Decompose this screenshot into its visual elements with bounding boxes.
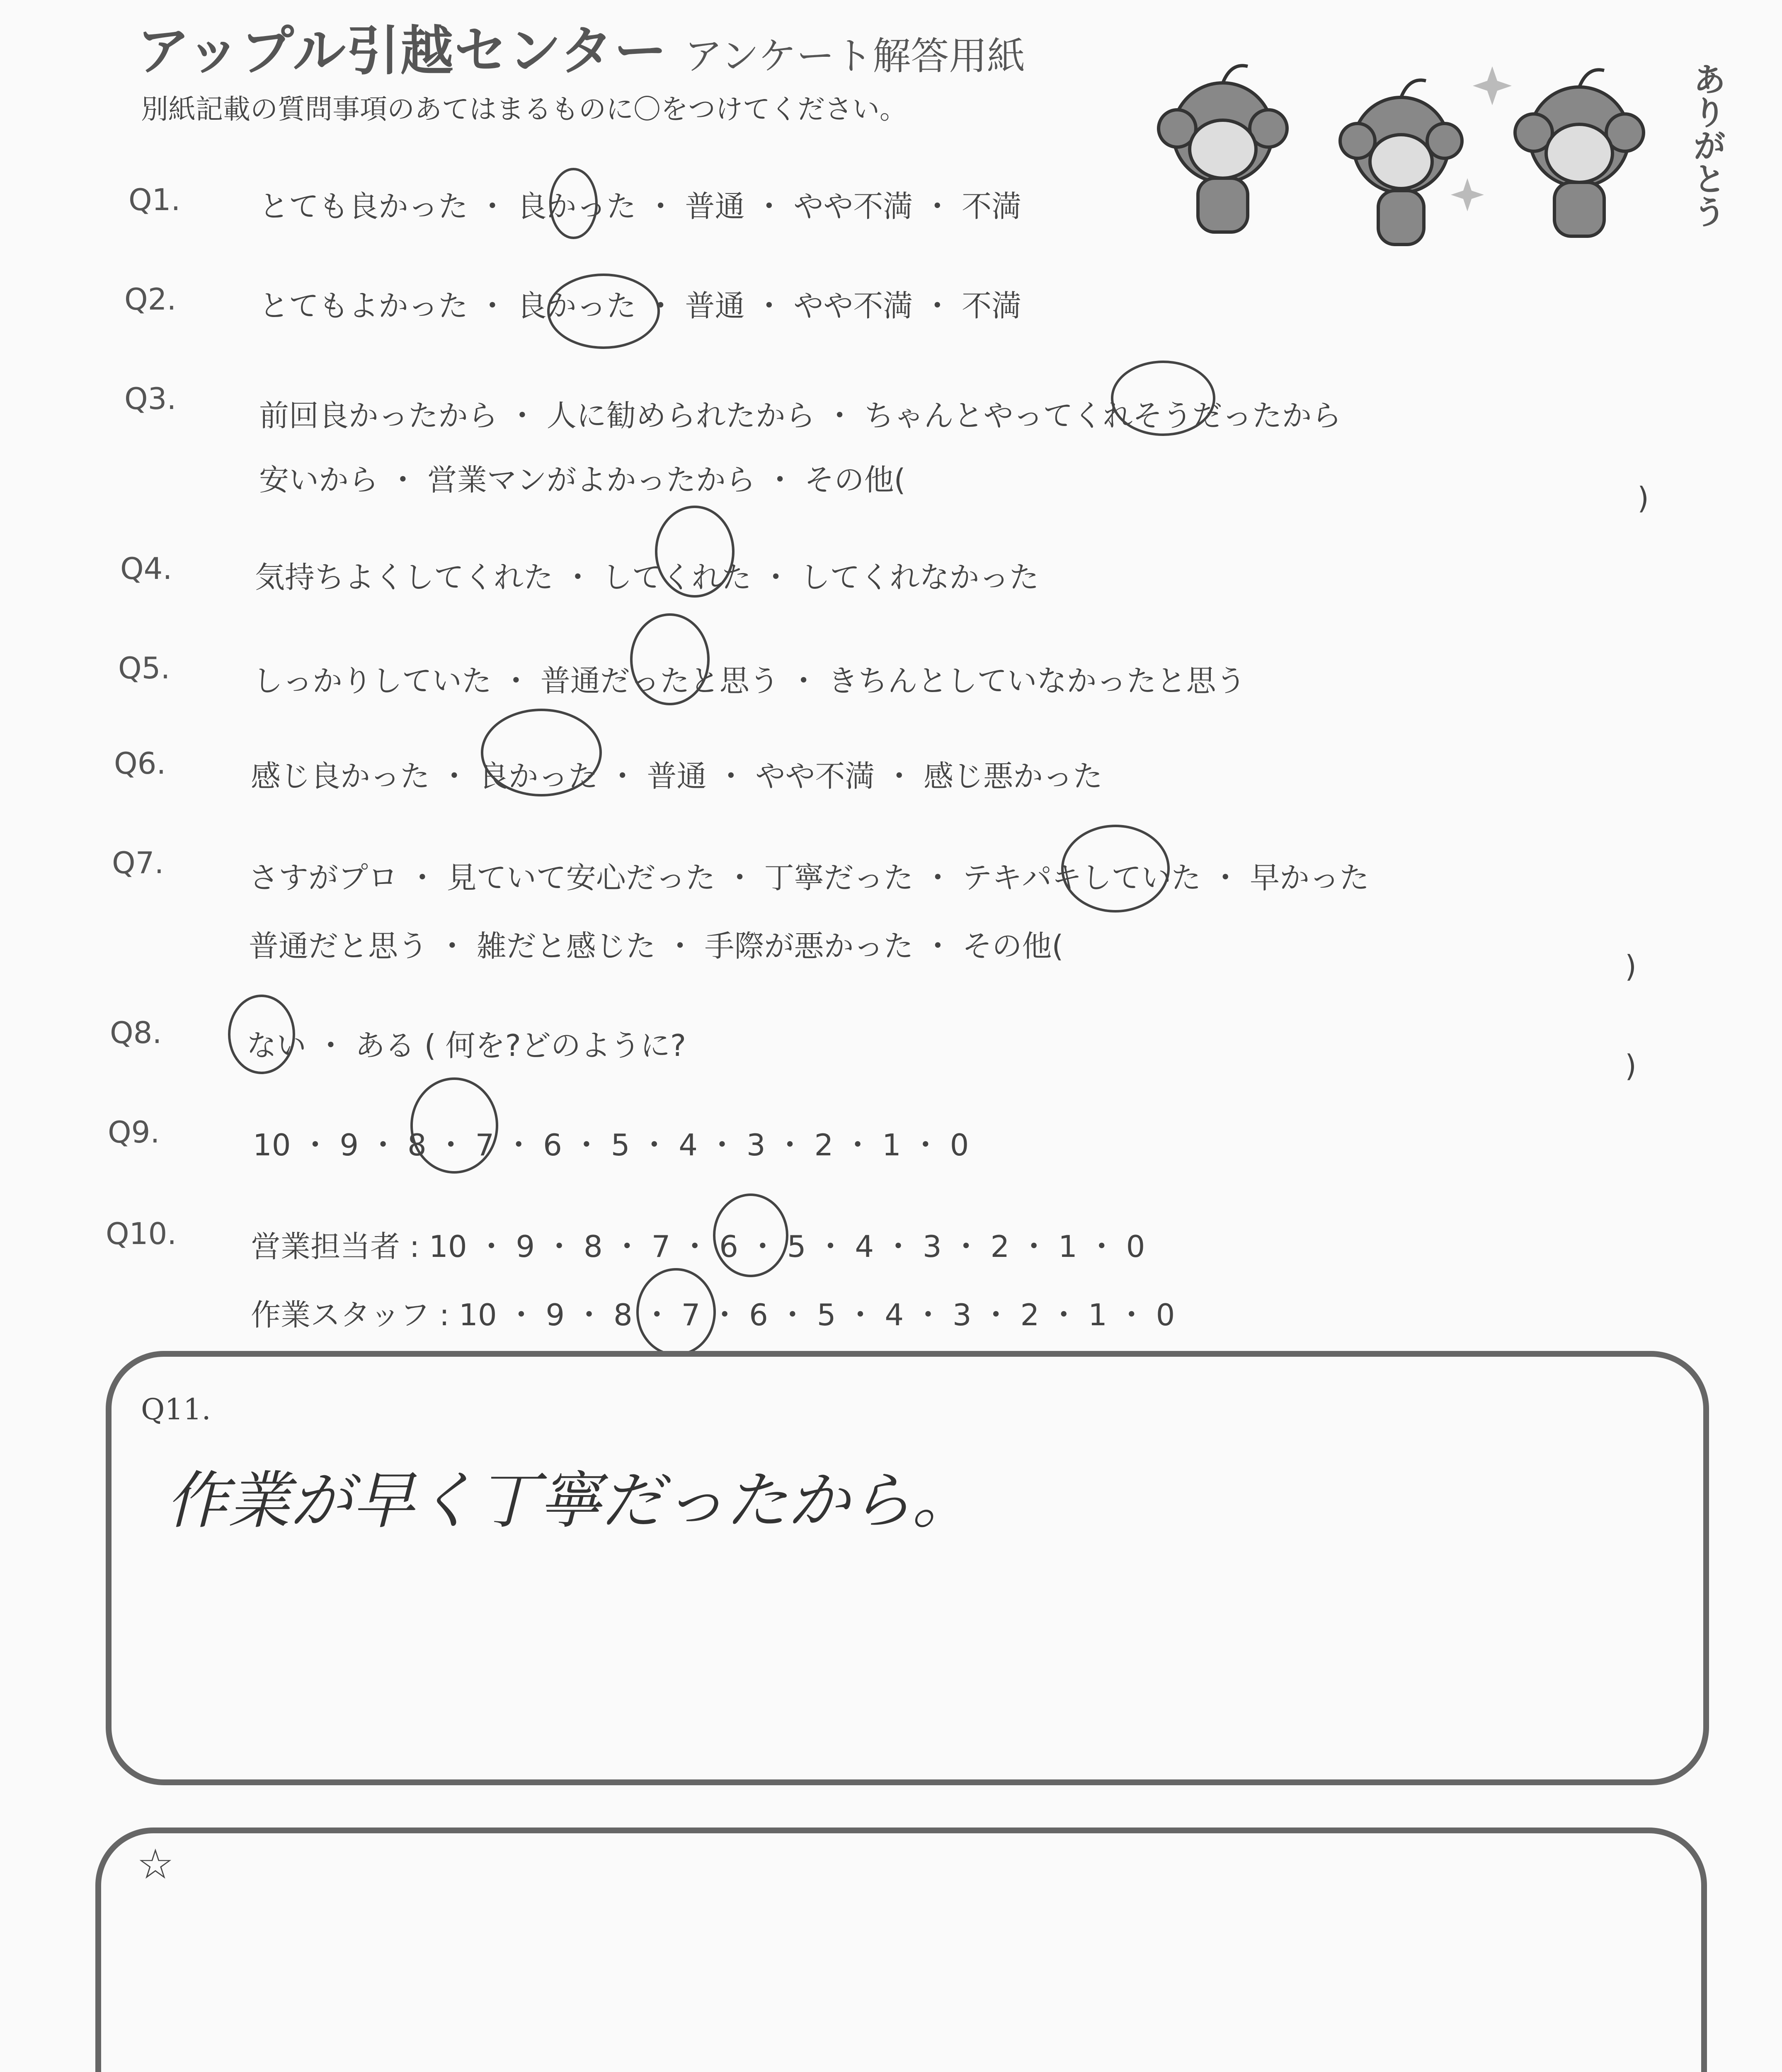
monkey-mascot-center-icon	[1340, 80, 1462, 244]
q7-options-line1: さすがプロ ・ 見ていて安心だった ・ 丁寧だった ・ テキパキしていた ・ 早かった	[249, 860, 1370, 895]
q6-options: 感じ良かった ・ 良かった ・ 普通 ・ やや不満 ・ 感じ悪かった	[251, 759, 1103, 794]
q4-number: Q4.	[120, 551, 172, 586]
free-comment-box	[95, 1828, 1707, 2072]
q6-selection-circle	[481, 709, 602, 796]
q7-number: Q7.	[112, 845, 164, 880]
star-icon: ☆	[137, 1840, 174, 1888]
q6-number: Q6.	[114, 746, 166, 781]
form-title	[137, 8, 1025, 85]
q3-options-line1: 前回良かったから ・ 人に勧められたから ・ ちゃんとやってくれそうだったから	[259, 398, 1342, 433]
q8-number: Q8.	[110, 1015, 162, 1050]
q10-staff-scale: 作業スタッフ : 10 ・ 9 ・ 8 ・ 7 ・ 6 ・ 5 ・ 4 ・ 3 ・ 2 ・ 1 ・ 0	[251, 1297, 1175, 1332]
q8-selection-circle	[228, 995, 295, 1074]
instructions: 別紙記載の質問事項のあてはまるものに〇をつけてください。	[141, 93, 907, 125]
q8-close-paren: )	[1625, 1048, 1637, 1083]
q1-selection-circle	[549, 168, 598, 239]
q8-options: ない ・ ある ( 何を?どのように?	[247, 1028, 686, 1063]
q1-options: とても良かった ・ 良かった ・ 普通 ・ やや不満 ・ 不満	[259, 189, 1022, 224]
q10-number: Q10.	[106, 1216, 177, 1251]
q3-options-line2: 安いから ・ 営業マンがよかったから ・ その他(	[259, 462, 906, 497]
q4-options: 気持ちよくしてくれた ・ してくれた ・ してくれなかった	[255, 560, 1039, 595]
q10-staff-selection-circle	[636, 1268, 716, 1356]
monkey-mascots-illustration	[1152, 54, 1733, 261]
q11-label: Q11.	[141, 1392, 211, 1426]
q5-options: しっかりしていた ・ 普通だったと思う ・ きちんとしていなかったと思う	[253, 663, 1246, 698]
q7-close-paren: )	[1625, 949, 1637, 984]
q5-number: Q5.	[118, 651, 170, 685]
q9-scale: 10 ・ 9 ・ 8 ・ 7 ・ 6 ・ 5 ・ 4 ・ 3 ・ 2 ・ 1 ・ 0	[253, 1128, 969, 1162]
q9-number: Q9.	[108, 1115, 160, 1150]
mascot-caption: ありがとう	[1687, 62, 1726, 228]
q2-number: Q2.	[124, 282, 177, 317]
monkey-mascot-right-icon	[1515, 70, 1644, 236]
monkey-mascot-left-icon	[1159, 65, 1287, 232]
q10-sales-selection-circle	[713, 1193, 788, 1277]
q4-selection-circle	[655, 506, 735, 598]
q10-sales-scale: 営業担当者 : 10 ・ 9 ・ 8 ・ 7 ・ 6 ・ 5 ・ 4 ・ 3 ・ 2 ・ 1 ・ 0	[251, 1229, 1145, 1264]
q9-selection-circle	[410, 1077, 498, 1174]
q1-number: Q1.	[128, 182, 181, 217]
q3-close-paren: )	[1637, 481, 1649, 516]
q3-number: Q3.	[124, 381, 177, 416]
brand-name: アップル引越センター	[137, 20, 668, 82]
q11-handwritten-answer: 作業が早く丁寧だったから。	[166, 1465, 975, 1537]
form-subtitle: アンケート解答用紙	[684, 34, 1026, 78]
q7-selection-circle	[1061, 825, 1170, 913]
q2-options: とてもよかった ・ 良かった ・ 普通 ・ やや不満 ・ 不満	[259, 288, 1022, 323]
q3-selection-circle	[1111, 361, 1215, 436]
q5-selection-circle	[630, 613, 710, 705]
q7-options-line2: 普通だと思う ・ 雑だと感じた ・ 手際が悪かった ・ その他(	[249, 929, 1064, 963]
q11-answer-box	[106, 1351, 1709, 1785]
q2-selection-circle	[547, 274, 660, 349]
